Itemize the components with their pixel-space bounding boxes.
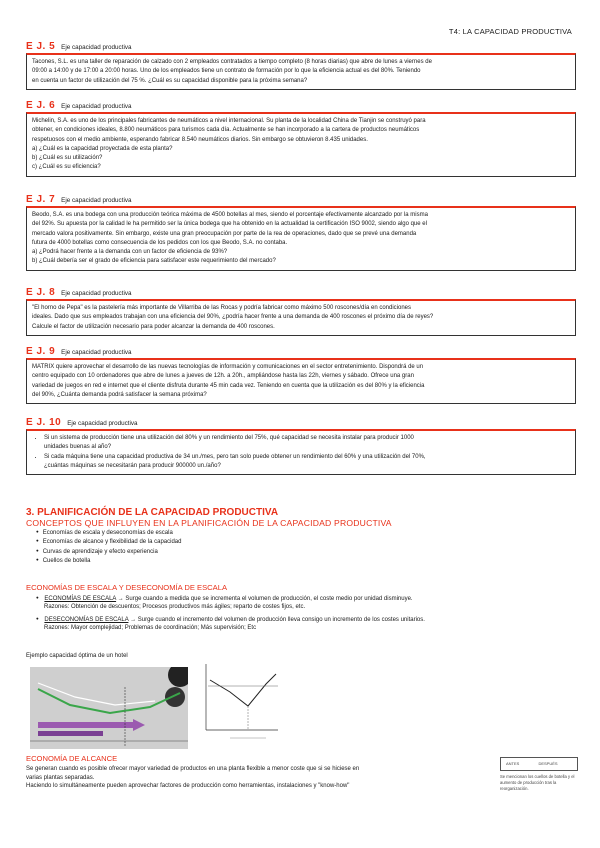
exercise-line: del 92%. Su apuesta por la calidad le ha permitido ser la única bodega que ha obtenido en la actualidad la certificación ISO 9002, siendo algo que el <box>32 221 427 228</box>
exercise-6 <box>26 100 576 177</box>
exercise-line: del 90%, ¿Cuánta demanda podrá satisfacer la semana próxima? <box>32 391 207 398</box>
exercise-line: en cuenta un factor de utilización del 75 %. ¿Cuál es su capacidad disponible para la próxima semana? <box>32 77 308 84</box>
scale-section <box>26 583 576 633</box>
exercise-line: futura de 4000 botellas como consecuencia de los pedidos con los que Beodo, S.A. no contaba. <box>32 239 288 246</box>
list-item <box>36 594 576 612</box>
exercise-subtitle: Eje capacidad productiva <box>61 349 132 356</box>
cost-curve-figure <box>200 660 280 750</box>
side-note-caption: Se mencionan los cuellos de botella y el aumento de producción tras la reorganización. <box>500 774 575 791</box>
exercise-line: • Si un sistema de producción tiene una utilización del 80% y un rendimiento del 75%, qué capacidad se necesita instalar para producir 1000 <box>44 435 414 441</box>
exercise-bullet <box>44 434 570 453</box>
exercise-subtitle: Eje capacidad productiva <box>61 197 132 204</box>
term: DESECONOMÍAS DE ESCALA <box>44 616 129 623</box>
exercise-box <box>26 358 576 404</box>
side-note <box>500 757 580 792</box>
exercise-label: E J. 10 <box>26 417 62 428</box>
exercise-label: E J. 8 <box>26 287 56 298</box>
exercise-line: 09:00 a 14:00 y de 17:00 a 20:00 horas. Uno de los empleados tiene un contrato de formación por lo que la eficiencia actual es del 80%. Teniendo <box>32 68 421 75</box>
before-after-table <box>500 757 578 771</box>
page-header: T4: LA CAPACIDAD PRODUCTIVA <box>448 27 572 36</box>
exercise-line: c) ¿Cuál es su eficiencia? <box>32 164 101 171</box>
exercise-line: Tacones, S.L. es una taller de reparación de calzado con 2 empleados contratados a tiempo completo (8 horas diarias) que abre de lunes a viernes de <box>32 59 432 65</box>
scale-list <box>26 594 576 633</box>
list-item: ● Economías de alcance y flexibilidad de la capacidad <box>36 537 576 546</box>
exercise-subtitle: Eje capacidad productiva <box>67 420 138 427</box>
exercise-subtitle: Eje capacidad productiva <box>61 290 132 297</box>
before-header: ANTES <box>506 761 520 766</box>
exercise-line: mercado valora positivamente. Sin embargo, existe una gran preocupación por parte de la rea de operaciones, dado que se prevé una demanda <box>32 230 417 237</box>
exercise-label: E J. 6 <box>26 100 56 111</box>
exercise-bullet <box>44 453 570 472</box>
planning-section <box>26 507 576 566</box>
scope-section <box>26 754 494 791</box>
scope-line: Haciendo lo simultáneamente pueden aprovechar factores de producción como herramientas, instalaciones y "know-how" <box>26 783 350 790</box>
hotel-capacity-figure <box>30 667 188 749</box>
term-definition: → Surge cuando el incremento del volumen de producción lleva consigo un incremento de los costes unitarios. <box>128 616 425 623</box>
exercise-line: centro equipado con 10 ordenadores que abre de lunes a jueves de 12h. a 20h., ampliándose hasta las 22h, viernes y sábado. Ofrece una gran <box>32 373 414 380</box>
term: ECONOMÍAS DE ESCALA <box>44 596 117 602</box>
exercise-box <box>26 429 576 475</box>
exercise-label: E J. 9 <box>26 346 56 357</box>
list-item <box>36 615 576 633</box>
exercise-subtitle: Eje capacidad productiva <box>61 103 132 110</box>
reasons: Razones: Obtención de descuentos; Procesos productivos más ágiles; reparto de costes fijos, etc. <box>44 604 306 611</box>
exercise-5 <box>26 41 576 90</box>
exercise-line: "El horno de Pepa" es la pastelería más importante de Villarriba de las Rocas y podría fabricar como máximo 500 roscones/día en condiciones <box>32 305 412 311</box>
exercise-subtitle: Eje capacidad productiva <box>61 44 132 51</box>
exercise-line: obtener, en condiciones ideales, 8.800 neumáticos para turismos cada día. Actualmente se han incorporado a la cartera de productos neumáticos <box>32 127 420 134</box>
exercise-label: E J. 5 <box>26 41 56 52</box>
exercise-label: E J. 7 <box>26 194 56 205</box>
section-title: 3. PLANIFICACIÓN DE LA CAPACIDAD PRODUCTIVA <box>26 507 279 518</box>
exercise-10 <box>26 417 576 475</box>
list-item: ● Curvas de aprendizaje y efecto experiencia <box>36 547 576 556</box>
exercise-line: unidades buenas al año? <box>44 444 112 451</box>
exercise-line: variedad de juegos en red e internet que el cliente disfruta durante 45 min cada vez. Teniendo en cuenta que la utilización es del 80% y la eficiencia <box>32 382 425 389</box>
exercise-line: Beodo, S.A. es una bodega con una producción teórica máxima de 4500 botellas al mes, siendo el porcentaje efectivamente alcanzado por la misma <box>32 212 428 218</box>
exercise-box <box>26 53 576 90</box>
exercise-line: b) ¿Cuál es su utilización? <box>32 155 103 162</box>
exercise-line: respetuosos con el medio ambiente, esperando fabricar 8.540 neumáticos diarios. Sin embargo se obtuvieron 8.435 unidades. <box>32 136 368 143</box>
term-definition: → Surge cuando a medida que se incrementa el volumen de producción, el coste medio por unidad disminuye. <box>116 596 413 602</box>
exercise-line: b) ¿Cuál debería ser el grado de eficiencia para satisfacer este requerimiento del mercado? <box>32 258 276 265</box>
scope-line: Se generan cuando es posible ofrecer mayor variedad de productos en una planta flexible a menor coste que si se hiciese en <box>26 766 360 772</box>
exercise-line: • Si cada máquina tiene una capacidad productiva de 34 un./mes, pero tan solo puede obtener un rendimiento del 60% y una utilización del 70%, <box>44 453 426 460</box>
exercise-box <box>26 299 576 336</box>
exercise-line: a) ¿Podrá hacer frente a la demanda con un factor de eficiencia de 93%? <box>32 249 228 256</box>
list-item: ● Cuellos de botella <box>36 556 576 565</box>
example-caption: Ejemplo capacidad óptima de un hotel <box>26 653 128 659</box>
exercise-line: MATRIX quiere aprovechar el desarrollo de las nuevas tecnologías de información y comunicaciones en el sector entretenimiento. Dispondrá de un <box>32 364 424 370</box>
exercise-8 <box>26 287 576 336</box>
list-item: ● Economías de escala y deseconomías de escala <box>36 528 576 537</box>
scope-text <box>26 765 494 791</box>
exercise-9 <box>26 346 576 404</box>
after-header: DESPUÉS <box>538 761 558 766</box>
exercise-line: ideales. Dado que sus empleados trabajan con una eficiencia del 90%, ¿podría hacer frente a una demanda de 400 roscones el próximo día de reyes? <box>32 314 434 321</box>
exercise-line: Michelin, S.A. es uno de los principales fabricantes de neumáticos a nivel internacional. Su planta de la localidad China de Tianjin se construyó para <box>32 118 426 124</box>
exercise-7 <box>26 194 576 271</box>
scale-title: ECONOMÍAS DE ESCALA Y DESECONOMÍA DE ESCALA <box>26 583 228 592</box>
concepts-list <box>26 528 576 566</box>
exercise-line: Calcule el factor de utilización necesario para poder alcanzar la demanda de 400 roscones. <box>32 323 275 330</box>
exercise-box <box>26 112 576 177</box>
exercise-line: ¿cuántas máquinas se necesitarán para producir 900000 un./año? <box>44 462 221 469</box>
exercise-box <box>26 206 576 271</box>
section-subtitle: CONCEPTOS QUE INFLUYEN EN LA PLANIFICACIÓN DE LA CAPACIDAD PRODUCTIVA <box>26 518 392 528</box>
exercise-line: a) ¿Cuál es la capacidad proyectada de esta planta? <box>32 145 173 152</box>
reasons: Razones: Mayor complejidad; Problemas de coordinación; Más supervisión; Etc <box>44 625 257 632</box>
scope-title: ECONOMÍA DE ALCANCE <box>26 754 118 763</box>
scope-line: varias plantas separadas. <box>26 774 95 781</box>
